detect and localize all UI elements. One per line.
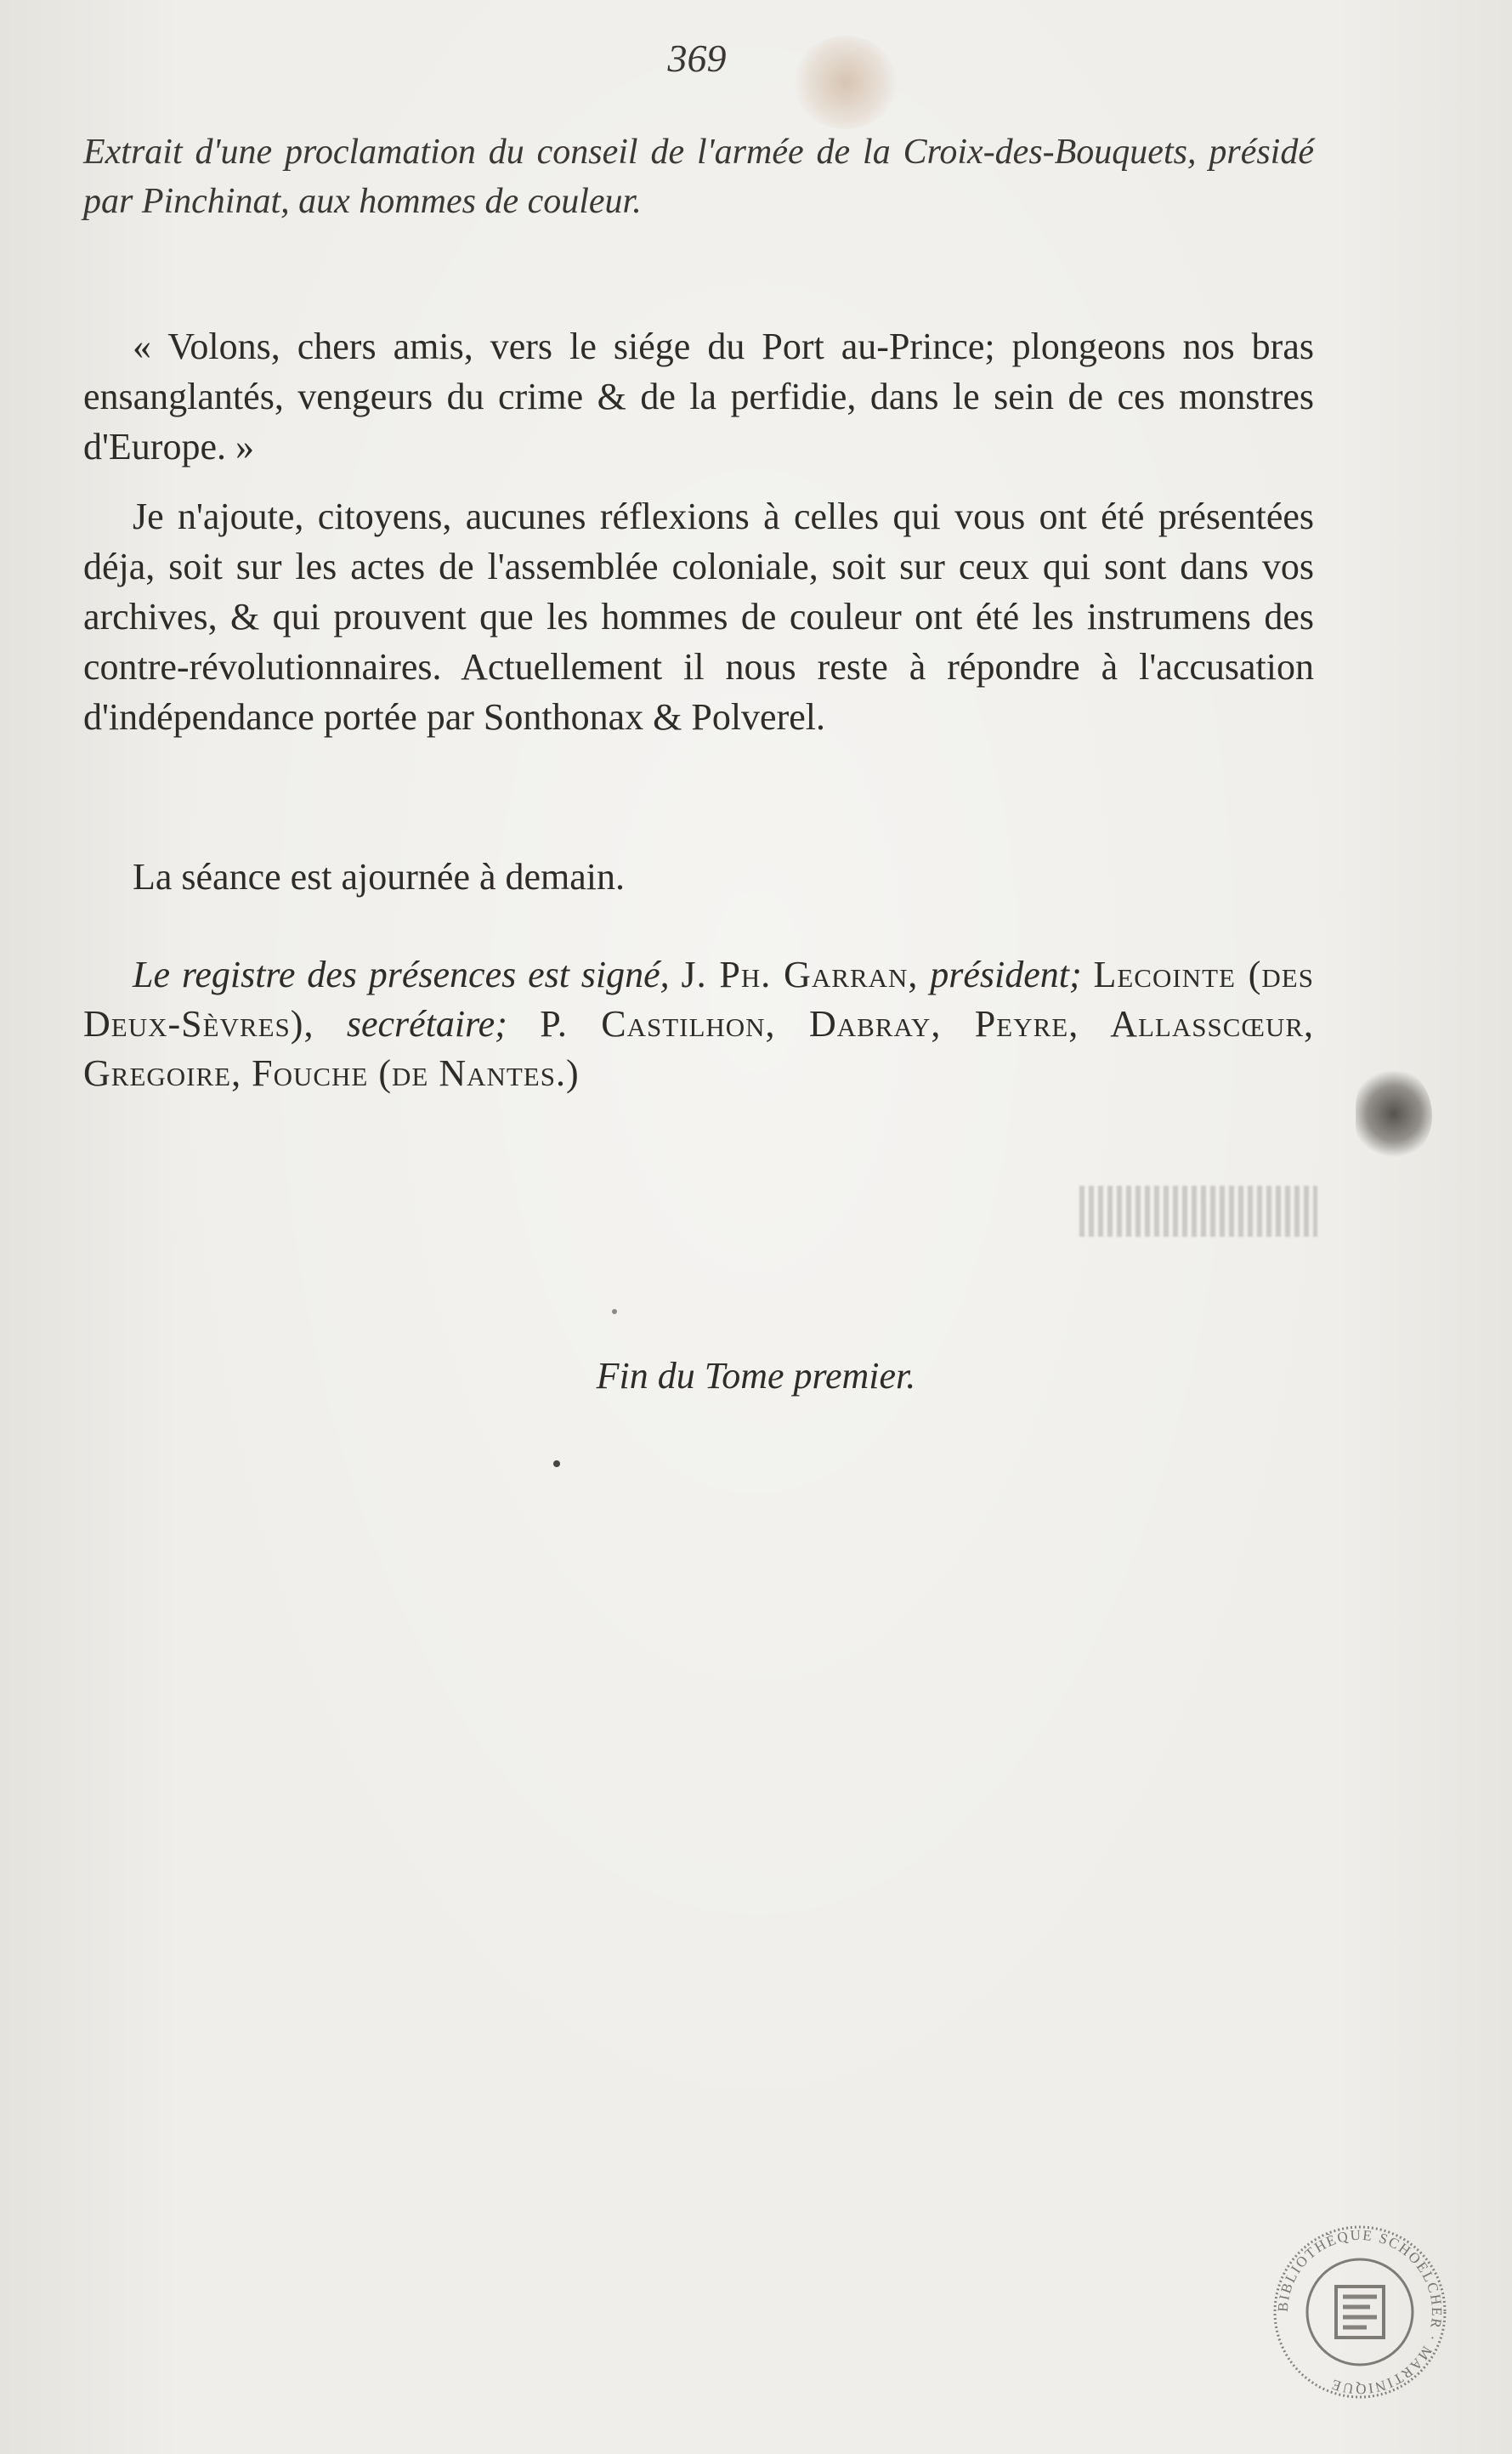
volume-closing: Fin du Tome premier.	[596, 1355, 916, 1397]
body-paragraph: Je n'ajoute, citoyens, aucunes réflexions à celles qui vous ont été présentées déja, soit sur les actes de l'assemblée coloniale, soit sur ceux qui sont dans vos archives, & qui prouvent que les hommes de couleur ont été les instrumens des contre-révolutionnaires. Actuellement il nous reste à répondre à l'accusation d'indépendance portée par Sonthonax & Polverel.	[83, 496, 1314, 738]
member-names: P. Castilhon, Dabray, Peyre, Allasscœur, Gregoire, Fouche (de Nantes.)	[83, 1003, 1315, 1094]
president-title: président;	[930, 954, 1082, 995]
president-name: J. Ph. Garran,	[681, 954, 919, 995]
signatures-block	[83, 950, 1314, 1098]
page-number: 369	[667, 37, 727, 80]
stamp-text: BIBLIOTHÈQUE SCHOELCHER · MARTINIQUE	[1274, 2226, 1446, 2398]
adjournment-paragraph: La séance est ajournée à demain.	[133, 856, 626, 898]
section-heading: Extrait d'une proclamation du conseil de l'armée de la Croix-des-Bouquets, présidé par Pinchinat, aux hommes de couleur.	[83, 133, 1314, 221]
ink-blot	[1356, 1067, 1432, 1160]
proclamation-quote: « Volons, chers amis, vers le siége du Port au-Prince; plongeons nos bras ensanglantés, vengeurs du crime & de la perfidie, dans le sein de ces monstres d'Europe. »	[83, 326, 1314, 468]
faded-ink-smudge	[1079, 1186, 1317, 1237]
ink-dot	[553, 1460, 560, 1467]
secretary-name: Lecointe (des Deux-Sèvres),	[83, 954, 1314, 1045]
ink-dot	[612, 1309, 617, 1314]
library-stamp	[1266, 2219, 1453, 2406]
paper-stain	[795, 36, 897, 129]
secretary-title: secrétaire;	[346, 1003, 507, 1045]
signatures-intro: Le registre des présences est signé,	[133, 954, 670, 995]
